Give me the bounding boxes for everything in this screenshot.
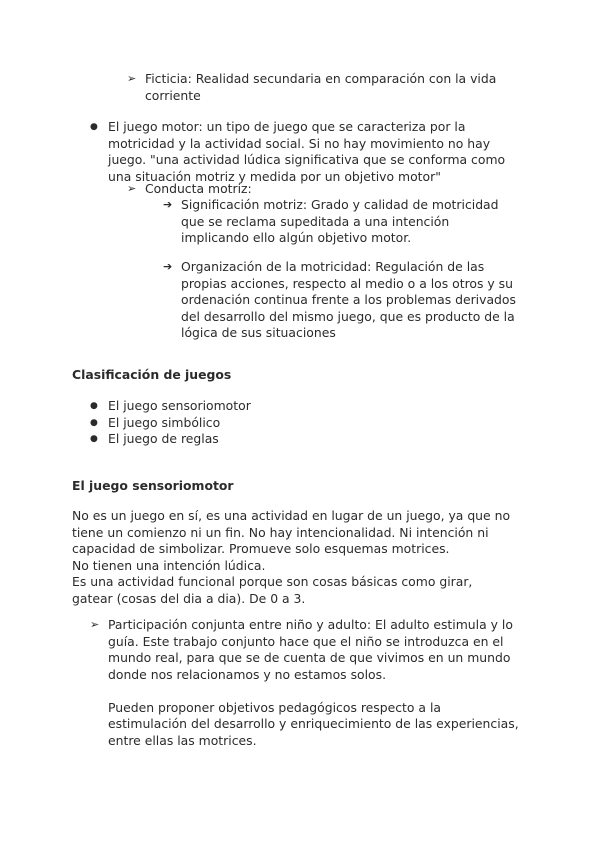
- text-line: Ficticia: Realidad secundaria en comparación con la vida: [145, 71, 497, 86]
- arrow-bullet-icon: ➔: [163, 260, 173, 273]
- list-item-label: El juego sensoriomotor: [108, 398, 251, 413]
- text-line: entre ellas las motrices.: [108, 732, 257, 748]
- text-line: una situación motriz y medida por un objetivo motor": [108, 168, 441, 184]
- bullet-dot-icon: ●: [90, 401, 98, 411]
- text-line: No es un juego en sí, es una actividad en lugar de un juego, ya que no: [72, 508, 511, 523]
- bullet-dot-icon: ●: [90, 122, 98, 132]
- text-line: guía. Este trabajo conjunto hace que el niño se introduzca en el: [108, 633, 504, 649]
- organizacion-item: [163, 259, 516, 342]
- arrowhead-bullet-icon: ➢: [90, 618, 100, 631]
- list-item: [90, 431, 251, 448]
- text-line: No tienen una intención lúdica.: [72, 557, 266, 573]
- list-item: [90, 398, 251, 415]
- text-line: Es una actividad funcional porque son cosas básicas como girar,: [72, 574, 473, 589]
- arrow-bullet-icon: ➔: [163, 198, 173, 211]
- significacion-item: [163, 197, 499, 247]
- text-line: propias acciones, respecto al medio o a los otros y su: [181, 275, 513, 291]
- conducta-motriz-item: [127, 181, 252, 198]
- text-line: corriente: [145, 87, 201, 103]
- text-line: Pueden proponer objetivos pedagógicos respecto a la: [108, 699, 441, 715]
- text-line: que se reclama supeditada a una intención: [181, 213, 450, 229]
- text-line: Significación motriz: Grado y calidad de motricidad: [181, 197, 499, 212]
- clasificacion-heading: Clasificación de juegos: [72, 367, 232, 382]
- text-line: donde nos relacionamos y no estamos solos.: [108, 666, 387, 682]
- text-line: implicando ello algún objetivo motor.: [181, 230, 412, 245]
- text-line: tiene un comienzo ni un fin. No hay intencionalidad. Ni intención ni: [72, 524, 489, 540]
- list-item-label: El juego de reglas: [108, 431, 219, 446]
- arrowhead-bullet-icon: ➢: [127, 72, 137, 85]
- bullet-dot-icon: ●: [90, 434, 98, 444]
- arrowhead-bullet-icon: ➢: [127, 182, 137, 195]
- text-line: ordenación continua frente a los problemas derivados: [181, 292, 516, 307]
- text-line: Organización de la motricidad: Regulación de las: [181, 259, 485, 274]
- text-line: estimulación del desarrollo y enriquecimiento de las experiencias,: [108, 716, 519, 731]
- juego-motor-item: [90, 119, 505, 185]
- sensoriomotor-paragraph: [72, 508, 510, 607]
- text-line: del desarrollo del mismo juego, que es producto de la: [181, 308, 515, 324]
- text-line: juego. "una actividad lúdica significativa que se conforma como: [108, 152, 506, 167]
- text-line: Participación conjunta entre niño y adulto: El adulto estimula y lo: [108, 617, 513, 632]
- bullet-dot-icon: ●: [90, 417, 98, 428]
- sensoriomotor-heading: El juego sensoriomotor: [72, 478, 234, 493]
- list-item: [90, 415, 251, 432]
- ficticia-item: [127, 71, 496, 104]
- text-line: mundo real, para que se de cuenta de que vivimos en un mundo: [108, 650, 511, 665]
- conducta-motriz-label: Conducta motriz:: [145, 181, 252, 196]
- participacion-item: [90, 617, 519, 749]
- text-line: motricidad y la actividad social. Si no hay movimiento no hay: [108, 135, 491, 151]
- text-line: capacidad de simbolizar. Promueve solo esquemas motrices.: [72, 541, 450, 556]
- text-line: lógica de sus situaciones: [181, 325, 336, 340]
- clasificacion-list: [90, 398, 251, 448]
- text-line: gatear (cosas del dia a dia). De 0 a 3.: [72, 590, 306, 606]
- list-item-label: El juego simbólico: [108, 414, 221, 430]
- text-line: El juego motor: un tipo de juego que se caracteriza por la: [108, 119, 466, 134]
